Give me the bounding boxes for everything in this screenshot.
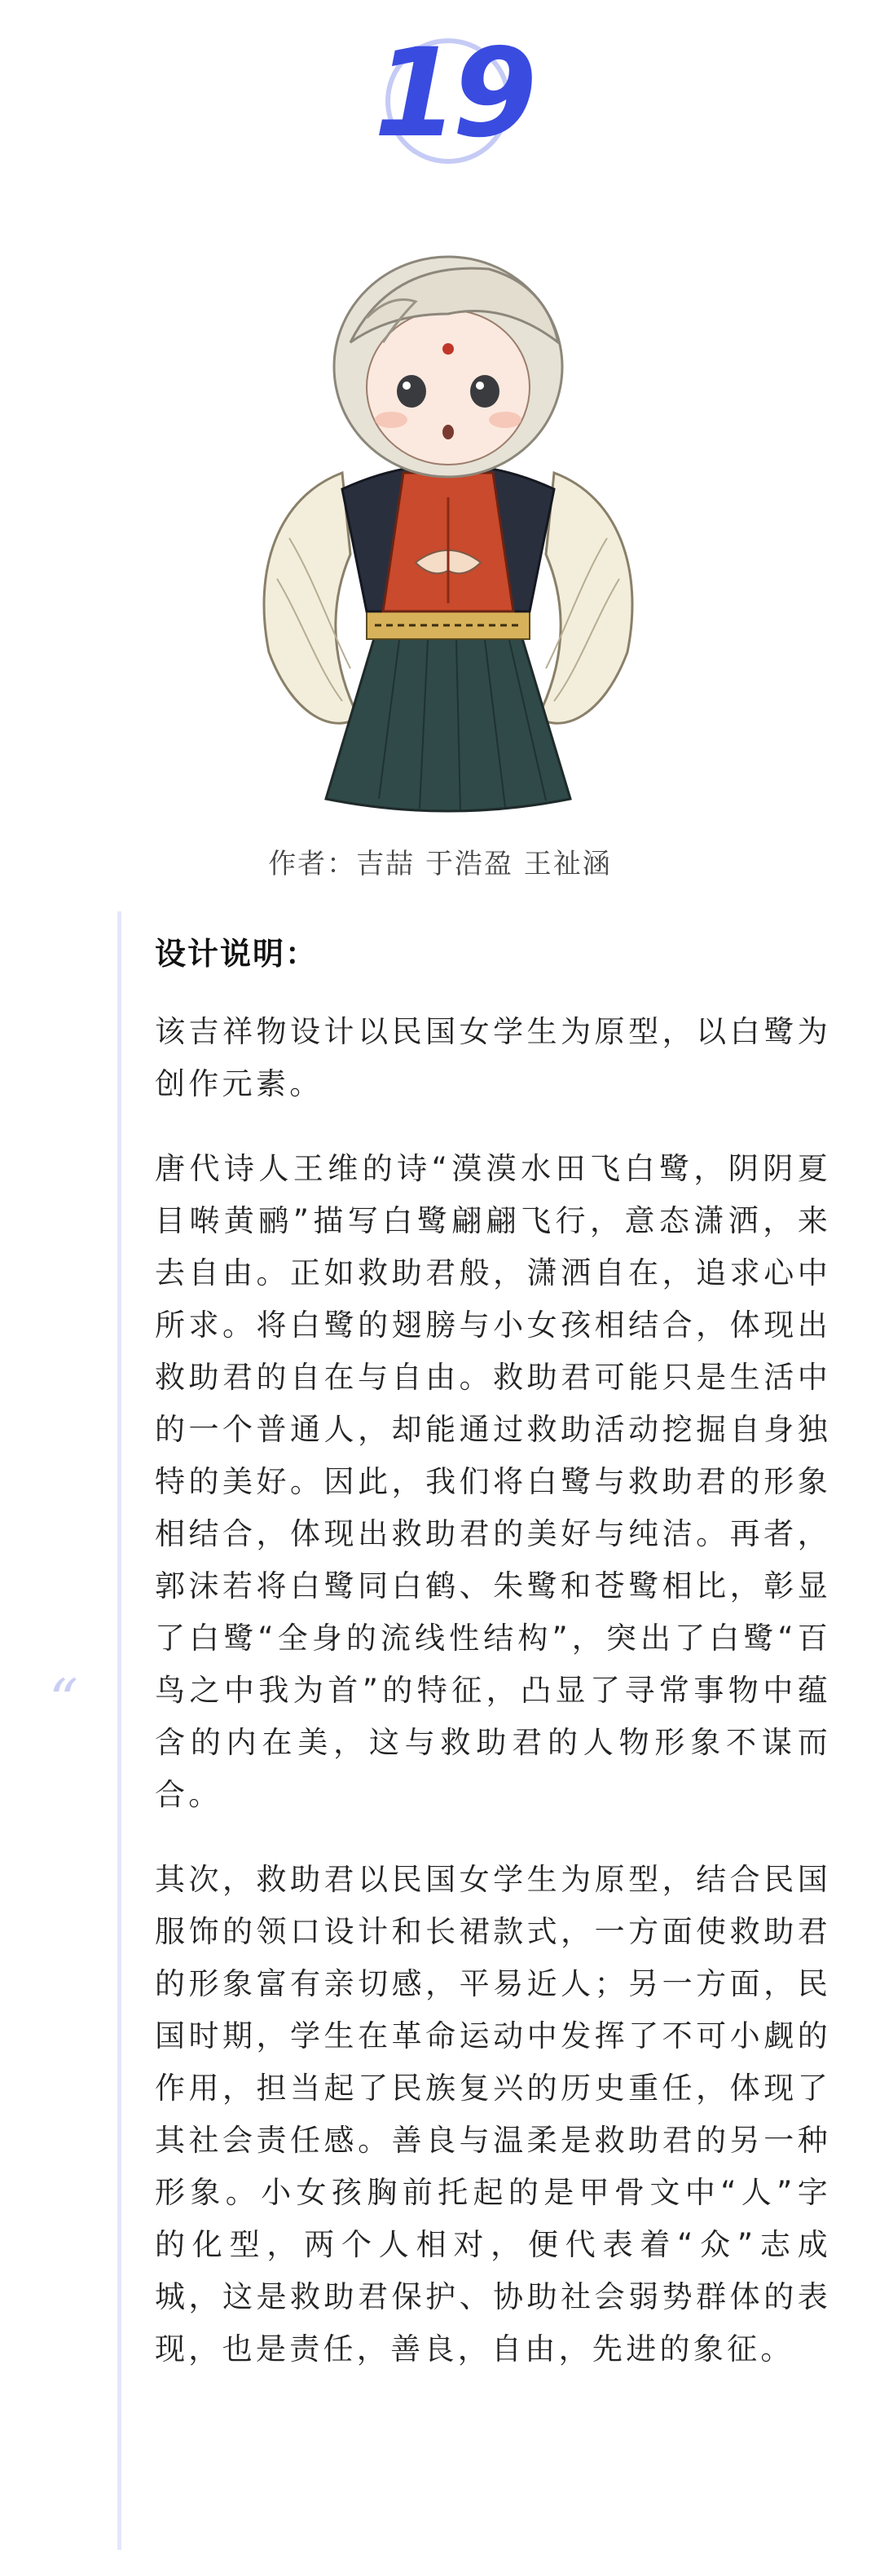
paragraph-2: 唐代诗人王维的诗“漠漠水田飞白鹭，阴阴夏目啭黄鹂”描写白鹭翩翩飞行，意态潇洒，来去自由。正如救助君般，潇洒自在，追求心中所求。将白鹭的翅膀与小女孩相结合，体现出救助君的自在与自由。救助君可能只是生活中的一个普通人，却能通过救助活动挖掘自身独特的美好。因此，我们将白鹭与救助君的形象相结合，体现出救助君的美好与纯洁。再者，郭沫若将白鹭同白鹤、朱鹭和苍鹭相比，彰显了白鹭“全身的流线性结构”，突出了白鹭“百鸟之中我为首”的特征，凸显了寻常事物中蕴含的内在美，这与救助君的人物形象不谋而合。 (155, 1151, 831, 1812)
quote-mark-icon: “ (49, 1667, 78, 1734)
quote-bar (117, 911, 121, 2550)
author-credit: 作者：吉喆 于浩盈 王祉涵 (268, 848, 612, 880)
left-wing-icon (264, 473, 359, 723)
mascot-illustration (244, 228, 652, 831)
design-description (155, 929, 831, 2408)
paragraph-3: 其次，救助君以民国女学生为原型，结合民国服饰的领口设计和长裙款式，一方面使救助君的形象富有亲切感，平易近人；另一方面，民国时期，学生在革命运动中发挥了不可小觑的作用，担当起了民族复兴的历史重任，体现了其社会责任感。善良与温柔是救助君的另一种形象。小女孩胸前托起的是甲骨文中“人”字的化型，两个人相对，便代表着“众”志成城，这是救助君保护、协助社会弱势群体的表现，也是责任，善良，自由，先进的象征。 (155, 1862, 831, 2366)
design-heading: 设计说明： (155, 936, 319, 972)
head-icon (334, 257, 562, 477)
right-wing-icon (538, 473, 632, 723)
skirt-icon (326, 636, 570, 811)
paragraph-1: 该吉祥物设计以民国女学生为原型，以白鹭为创作元素。 (155, 1014, 831, 1101)
entry-number: 19 (373, 23, 531, 165)
entry-number-badge (359, 24, 546, 179)
